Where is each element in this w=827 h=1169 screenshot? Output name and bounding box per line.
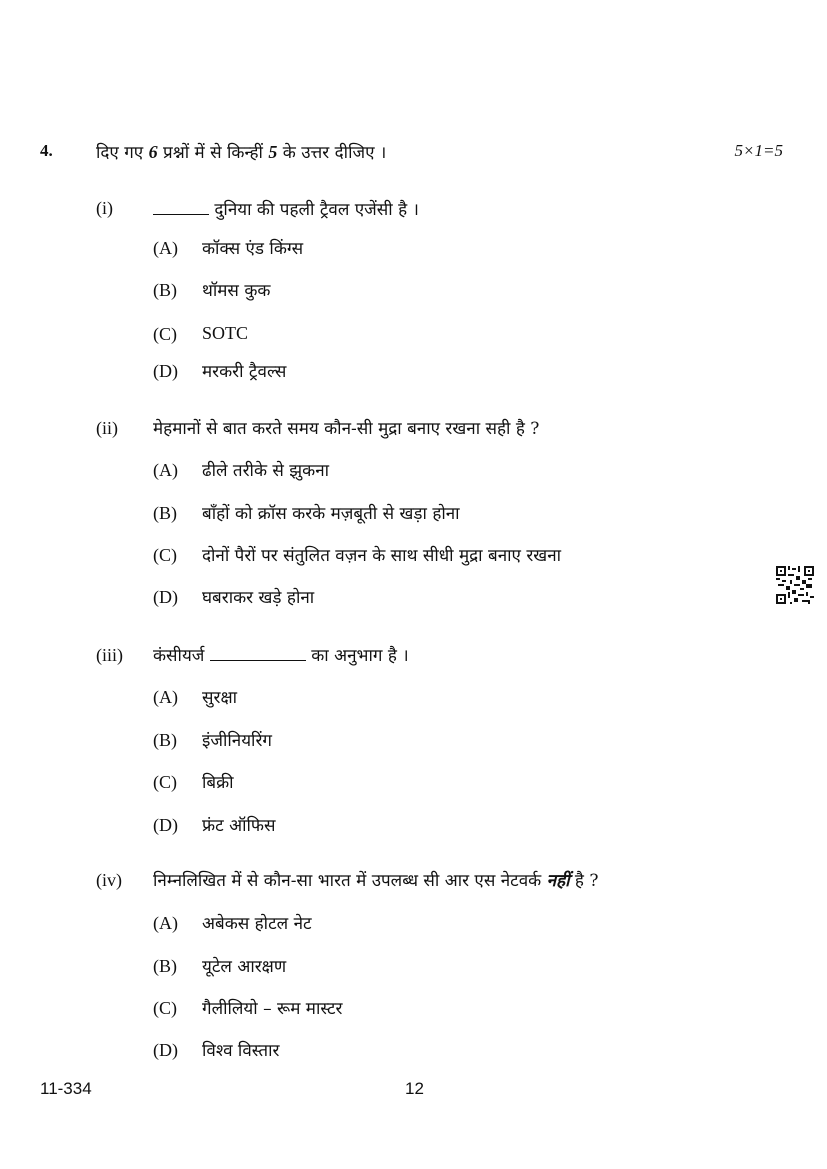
- instruction-mid: प्रश्नों में से किन्हीं: [157, 143, 269, 163]
- option-label: (A): [153, 460, 178, 480]
- option-label: (A): [153, 238, 178, 258]
- subquestion-text-after-blank: दुनिया की पहली ट्रैवल एजेंसी है ।: [209, 200, 419, 220]
- subquestion-text: मेहमानों से बात करते समय कौन-सी मुद्रा बनाए रखना सही है ?: [153, 419, 540, 439]
- option-label: (C): [153, 772, 177, 792]
- page-number: 12: [405, 1079, 424, 1098]
- answer-blank: [153, 213, 209, 215]
- option-text: घबराकर खड़े होना: [202, 588, 315, 608]
- option-label: (C): [153, 324, 177, 344]
- option-text: ढीले तरीके से झुकना: [202, 461, 330, 481]
- subquestion-text: [153, 868, 598, 891]
- option-label: (C): [153, 998, 177, 1018]
- subquestion-text-after-blank: का अनुभाग है ।: [305, 646, 409, 666]
- question-number: 4.: [40, 141, 53, 160]
- option-label: (B): [153, 280, 177, 300]
- option-label: (D): [153, 361, 178, 381]
- option-text: इंजीनियरिंग: [202, 731, 272, 751]
- question-instruction: [96, 140, 386, 163]
- option-text: सुरक्षा: [202, 688, 238, 708]
- subquestion-label: (i): [96, 198, 113, 218]
- instruction-pre: दिए गए: [96, 143, 149, 163]
- option-label: (B): [153, 503, 177, 523]
- subquestion-text-after: है ?: [569, 871, 599, 891]
- instruction-num-answers: 5: [268, 142, 278, 162]
- option-text: SOTC: [202, 323, 249, 343]
- option-text: मरकरी ट्रैवल्स: [202, 362, 287, 382]
- option-text: अबेकस होटल नेट: [202, 914, 312, 934]
- option-label: (D): [153, 815, 178, 835]
- subquestion-text: [153, 643, 409, 666]
- option-label: (D): [153, 587, 178, 607]
- marks-allocation: 5×1=5: [734, 141, 783, 160]
- subquestion-label: (ii): [96, 418, 118, 438]
- option-label: (B): [153, 730, 177, 750]
- option-text: कॉक्स एंड किंग्स: [202, 239, 304, 259]
- option-label: (A): [153, 913, 178, 933]
- subquestion-text-before: निम्नलिखित में से कौन-सा भारत में उपलब्ध सी आर एस नेटवर्क: [153, 871, 547, 891]
- option-text: थॉमस कुक: [202, 281, 271, 301]
- answer-blank: [210, 659, 306, 661]
- option-text: गैलीलियो – रूम मास्टर: [202, 999, 343, 1019]
- option-label: (D): [153, 1040, 178, 1060]
- subquestion-label: (iv): [96, 870, 122, 890]
- option-label: (B): [153, 956, 177, 976]
- subquestion-text: [153, 197, 419, 220]
- option-text: फ्रंट ऑफिस: [202, 816, 276, 836]
- option-label: (A): [153, 687, 178, 707]
- subquestion-emphasis: नहीं: [546, 871, 570, 891]
- option-text: यूटेल आरक्षण: [202, 957, 287, 977]
- qr-code-image: [776, 566, 814, 604]
- subquestion-label: (iii): [96, 645, 123, 665]
- subquestion-text-before-blank: कंसीयर्ज: [153, 646, 210, 666]
- instruction-num-questions: 6: [148, 142, 158, 162]
- option-text: बाँहों को क्रॉस करके मज़बूती से खड़ा होना: [202, 504, 460, 524]
- paper-code: 11-334: [40, 1079, 92, 1098]
- option-text: दोनों पैरों पर संतुलित वज़न के साथ सीधी मुद्रा बनाए रखना: [202, 546, 562, 566]
- option-text: विश्व विस्तार: [202, 1041, 280, 1061]
- instruction-post: के उत्तर दीजिए ।: [277, 143, 387, 163]
- option-text: बिक्री: [202, 773, 234, 793]
- option-label: (C): [153, 545, 177, 565]
